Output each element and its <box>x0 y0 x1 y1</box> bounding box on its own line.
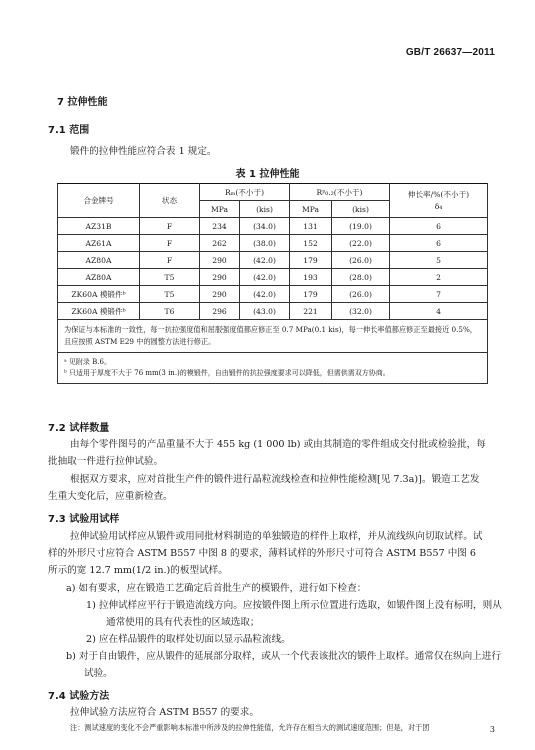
elongation-label: 伸长率/%(不小于) <box>407 189 470 199</box>
table-1-title: 表 1 拉伸性能 <box>235 169 300 180</box>
cell-rp-ksi: (32.0) <box>332 303 390 320</box>
cell-rp-ksi: (28.0) <box>332 269 390 286</box>
cell-rp-ksi: (19.0) <box>332 218 390 235</box>
cell-rp-ksi: (22.0) <box>332 235 390 252</box>
cell-elongation: 7 <box>390 286 488 303</box>
section-7-3-item-a1: 1) 拉伸试样应平行于锻造流线方向。应按锻件图上所示位置进行选取，如锻件图上没有标明，则从通常使用的具有代表性的区域选取； <box>86 600 502 628</box>
table-row <box>58 235 488 252</box>
section-7-2-p1: 由每个零件图号的产品重量不大于 455 kg (1 000 lb) 或由其制造的零件组成交付批或检验批，每批抽取一件进行拉伸试验。 <box>48 439 486 467</box>
cell-rm-ksi: (34.0) <box>240 218 290 235</box>
cell-elongation: 5 <box>390 252 488 269</box>
cell-rm: 290 <box>200 252 240 269</box>
cell-rm-ksi: (42.0) <box>240 286 290 303</box>
section-7-4-p1: 拉伸试验方法应符合 ASTM B557 的要求。 <box>70 707 259 718</box>
col-rm: Rₘ(不小于) <box>200 184 290 201</box>
section-7-3-title: 7.3 试验用试样 <box>48 514 120 525</box>
unit-ksi: (kis) <box>332 201 390 218</box>
cell-alloy: AZ80A <box>58 252 140 269</box>
unit-ksi: (kis) <box>240 201 290 218</box>
col-rp: Rᵖ₀.₂(不小于) <box>290 184 390 201</box>
cell-state: T6 <box>140 303 200 320</box>
section-7-2-p2: 根据双方要求，应对首批生产件的锻件进行晶粒流线检查和拉伸性能检测[见 7.3a)]。锻造工艺发生重大变化后，应重新检查。 <box>48 474 480 502</box>
cell-state: T5 <box>140 269 200 286</box>
cell-rp-ksi: (26.0) <box>332 286 390 303</box>
section-7-1-text: 锻件的拉伸性能应符合表 1 规定。 <box>70 146 217 157</box>
cell-rm: 290 <box>200 286 240 303</box>
table-note: 为保证与本标准的一致性，每一抗拉强度值和屈服强度值都应修正至 0.7 MPa(0.1 kis)，每一伸长率值都应修正至最接近 0.5%，且应按照 ASTM E29 中的圆整方法进行修正。 <box>58 320 488 353</box>
cell-alloy: ZK60A 模锻件ᵇ <box>58 303 140 320</box>
cell-rm-ksi: (43.0) <box>240 303 290 320</box>
unit-mpa: MPa <box>290 201 332 218</box>
cell-alloy: AZ61A <box>58 235 140 252</box>
cell-rp: 193 <box>290 269 332 286</box>
section-7-title: 7 拉伸性能 <box>57 97 108 108</box>
unit-mpa: MPa <box>200 201 240 218</box>
cell-rm: 296 <box>200 303 240 320</box>
table-row <box>58 218 488 235</box>
cell-elongation: 6 <box>390 218 488 235</box>
cell-elongation: 2 <box>390 269 488 286</box>
footnote-b: ᵇ 只适用于厚度不大于 76 mm(3 in.)的模锻件，自由锻件的抗拉强度要求可以降低，但需供需双方协商。 <box>64 369 390 377</box>
section-7-1-title: 7.1 范围 <box>48 125 90 136</box>
elongation-symbol: δ₄ <box>434 201 443 211</box>
page-number: 3 <box>489 725 495 734</box>
table-row <box>58 303 488 320</box>
section-7-3-item-b: b) 对于自由锻件，应从锻件的延展部分取样，或从一个代表该批次的锻件上取样。通常仅在纵向上进行试验。 <box>66 651 502 679</box>
tensile-table <box>57 183 488 384</box>
section-7-3-p1: 拉伸试验用试样应从锻件或用同批材料制造的单独锻造的样件上取样，并从流线纵向切取试样。试样的外形尺寸应符合 ASTM B557 中图 8 的要求，薄料试样的外形尺寸可符合 ASTM B557 中图 6 所示的宽 12.7 mm(1/2 in.)的板型试样。 <box>48 531 483 576</box>
cell-rp: 179 <box>290 286 332 303</box>
col-alloy: 合金牌号 <box>58 184 140 218</box>
table-footnotes <box>58 353 488 384</box>
section-7-3-item-a2: 2) 应在样品锻件的取样处切面以显示晶粒流线。 <box>86 634 291 645</box>
section-7-4-title: 7.4 试验方法 <box>48 691 110 702</box>
footnote-a: ᵃ 见附录 B.6。 <box>64 358 111 366</box>
table-row <box>58 286 488 303</box>
standard-number: GB/T 26637—2011 <box>405 47 495 58</box>
section-7-3-item-a: a) 如有要求，应在锻造工艺确定后首批生产的模锻件，进行如下检查： <box>66 583 367 594</box>
table-row <box>58 252 488 269</box>
col-state: 状态 <box>140 184 200 218</box>
section-7-2-title: 7.2 试样数量 <box>48 423 110 434</box>
cell-alloy: ZK60A 模锻件ᵇ <box>58 286 140 303</box>
cell-rm-ksi: (42.0) <box>240 269 290 286</box>
cell-alloy: AZ80A <box>58 269 140 286</box>
cell-rp: 179 <box>290 252 332 269</box>
cell-elongation: 6 <box>390 235 488 252</box>
cell-rp: 152 <box>290 235 332 252</box>
cell-rm: 234 <box>200 218 240 235</box>
cell-elongation: 4 <box>390 303 488 320</box>
cell-rp: 221 <box>290 303 332 320</box>
cell-rp-ksi: (26.0) <box>332 252 390 269</box>
cell-alloy: AZ31B <box>58 218 140 235</box>
cell-rm-ksi: (42.0) <box>240 252 290 269</box>
table-row <box>58 269 488 286</box>
cell-state: F <box>140 218 200 235</box>
cell-rm: 262 <box>200 235 240 252</box>
cell-state: F <box>140 235 200 252</box>
cell-rm: 290 <box>200 269 240 286</box>
cell-state: T5 <box>140 286 200 303</box>
col-elongation <box>390 184 488 218</box>
section-7-4-note: 注：测试速度的变化不会严重影响本标准中所涉及的拉伸性能值，允许存在相当大的测试速度范围；但是，对于团 <box>70 723 430 732</box>
cell-rp: 131 <box>290 218 332 235</box>
cell-rm-ksi: (38.0) <box>240 235 290 252</box>
cell-state: F <box>140 252 200 269</box>
